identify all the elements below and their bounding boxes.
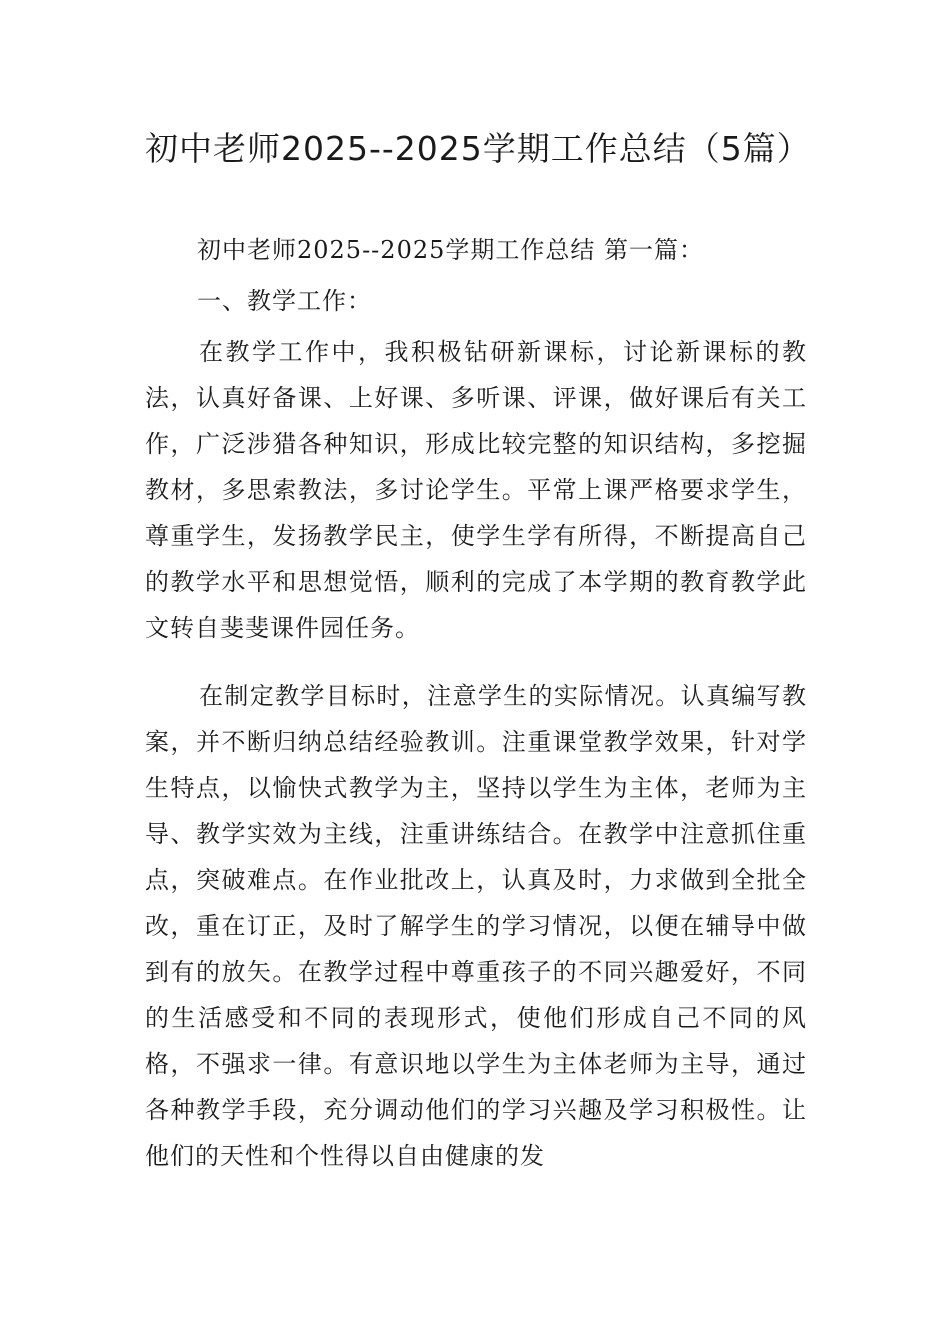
paragraph-1: 在教学工作中，我积极钻研新课标，讨论新课标的教法，认真好备课、上好课、多听课、评课，做好课后有关工作，广泛涉猎各种知识，形成比较完整的知识结构，多挖掘教材，多思索教法，多讨论学生。平常上课严格要求学生，尊重学生，发扬教学民主，使学生学有所得，不断提高自己的教学水平和思想觉悟，顺利的完成了本学期的教育教学此文转自斐斐课件园任务。 <box>145 338 807 642</box>
paragraph-2: 在制定教学目标时，注意学生的实际情况。认真编写教案，并不断归纳总结经验教训。注重课堂教学效果，针对学生特点，以愉快式教学为主，坚持以学生为主体，老师为主导、教学实效为主线，注重讲练结合。在教学中注意抓住重点，突破难点。在作业批改上，认真及时，力求做到全批全改，重在订正，及时了解学生的学习情况，以便在辅导中做到有的放矢。在教学过程中尊重孩子的不同兴趣爱好，不同的生活感受和不同的表现形式，使他们形成自己不同的风格，不强求一律。有意识地以学生为主体老师为主导，通过各种教学手段，充分调动他们的学习兴趣及学习积极性。让他们的天性和个性得以自由健康的发 <box>145 682 807 1170</box>
document-subtitle: 初中老师2025--2025学期工作总结 第一篇： <box>197 236 705 264</box>
section-heading: 一、教学工作： <box>197 287 372 315</box>
document-title: 初中老师2025--2025学期工作总结（5篇） <box>145 129 811 168</box>
